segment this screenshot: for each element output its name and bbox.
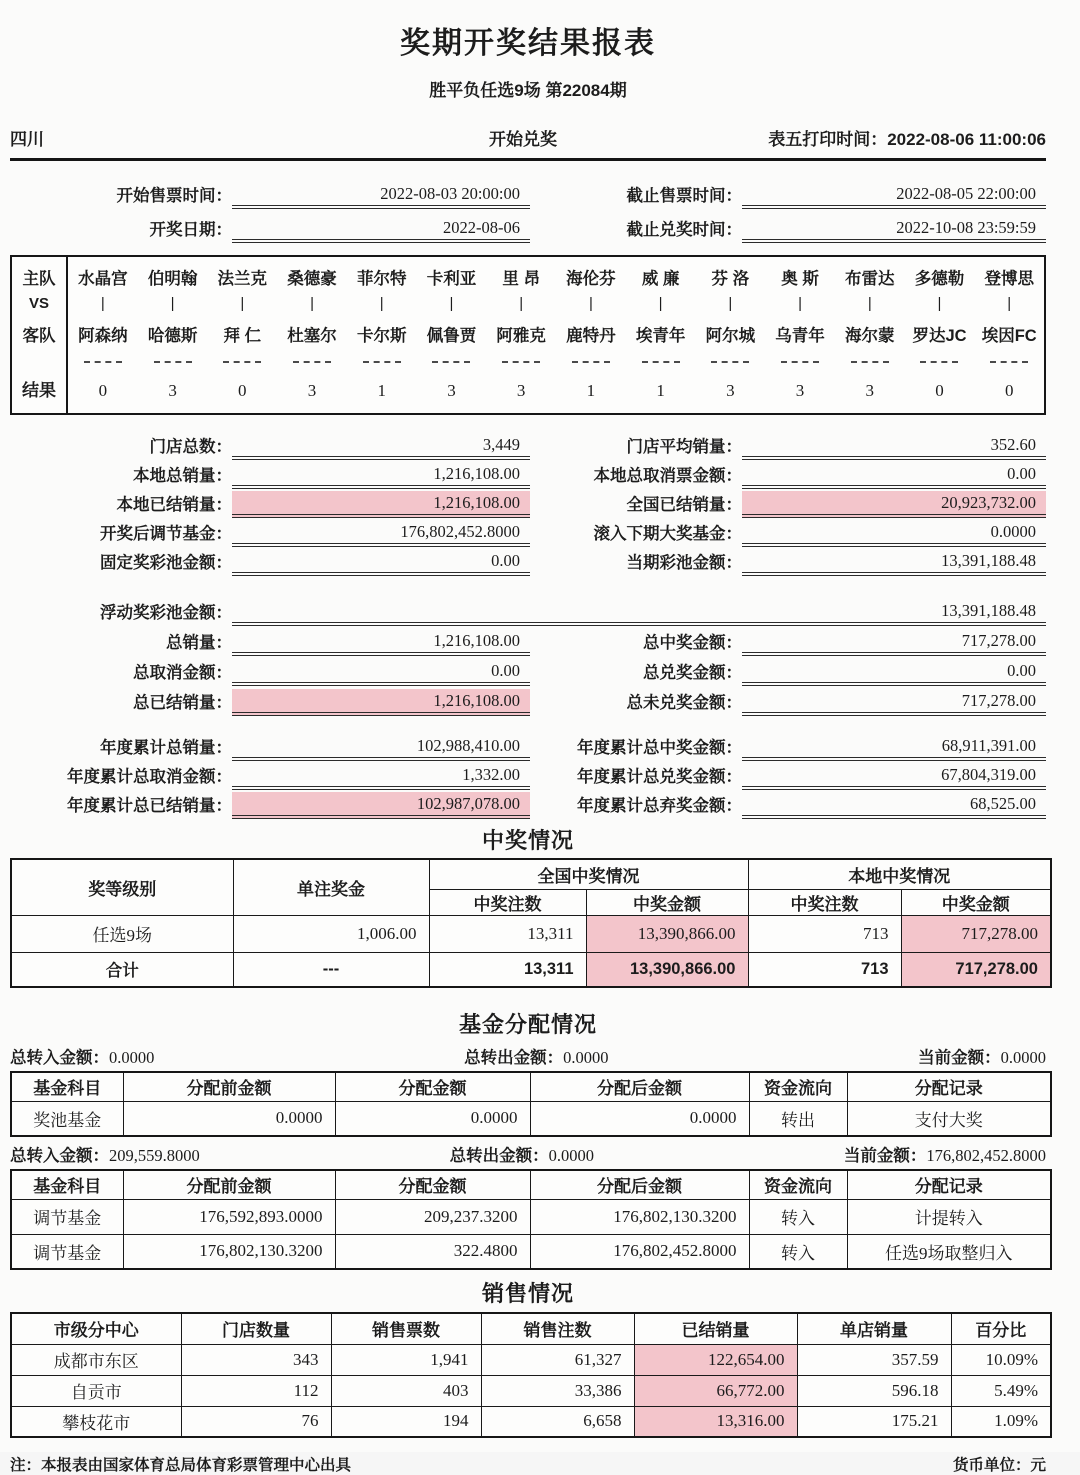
draw-status: 开始兑奖: [489, 130, 557, 149]
col-header: 资金流向: [749, 1072, 847, 1101]
match-result: 3: [865, 381, 875, 400]
vs-bar: |: [937, 295, 942, 312]
fund-subject: 奖池基金: [11, 1101, 123, 1136]
fund-table-adjustment: [10, 1169, 1052, 1270]
col-header: 分配金额: [335, 1072, 530, 1101]
col-header: 分配金额: [335, 1170, 530, 1199]
match-result: 3: [307, 381, 317, 400]
home-team: 布雷达: [845, 270, 895, 288]
away-team: 阿森纳: [78, 327, 128, 345]
home-team: 菲尔特: [356, 270, 407, 288]
match-result: 0: [1004, 381, 1014, 400]
flow-direction: 转入: [749, 1234, 847, 1269]
stat-label: 本地总销量：: [133, 467, 232, 485]
separator-dashes: [711, 352, 749, 371]
amount-before: 0.0000: [123, 1101, 335, 1136]
footer-note: 注：本报表由国家体育总局体育彩票管理中心出具: [10, 1457, 352, 1474]
matches-row-headers: [12, 257, 68, 413]
allocation-record: 支付大奖: [847, 1101, 1051, 1136]
stat-label: 滚入下期大奖基金：: [593, 525, 742, 543]
col-header: 分配前金额: [123, 1170, 335, 1199]
fund-summary-row: [10, 1044, 1046, 1068]
settled-sales: 122,654.00: [634, 1344, 797, 1375]
stat-label: 固定奖彩池金额：: [100, 554, 232, 572]
vs-bar: |: [658, 295, 663, 312]
fund-in-value: 209,559.8000: [109, 1146, 200, 1165]
store-count: 112: [181, 1375, 331, 1406]
sales-section-heading: 销售情况: [481, 1281, 574, 1306]
match-column: [417, 257, 487, 413]
stat-value: 352.60: [742, 433, 1046, 460]
fund-current-value: 176,802,452.8000: [926, 1146, 1046, 1165]
stat-value: 0.00: [742, 462, 1046, 489]
away-team: 海尔蒙: [845, 327, 895, 345]
fund-in-label: 总转入金额：: [10, 1147, 109, 1165]
stat-label: 年度累计总取消金额：: [67, 768, 232, 786]
prize-level: 合计: [11, 952, 233, 987]
match-column: [905, 257, 975, 413]
stat-label: 年度累计总弃奖金额：: [577, 797, 742, 815]
fund-out-label: 总转出金额：: [464, 1049, 564, 1067]
stat-value: 13,391,188.48: [232, 599, 1046, 626]
col-header-unit-prize: 单注奖金: [233, 859, 429, 915]
col-header: 基金科目: [11, 1072, 123, 1101]
home-row-header: 主队: [22, 270, 56, 288]
col-header-national: 全国中奖情况: [429, 859, 748, 889]
stat-value: 1,332.00: [232, 763, 530, 790]
col-header: 市级分中心: [11, 1313, 181, 1344]
report-footer: [10, 1453, 1046, 1475]
match-column: [486, 257, 556, 413]
stat-label: 总已结销量：: [133, 694, 232, 712]
stat-label: 总销量：: [166, 634, 232, 652]
col-header: 百分比: [951, 1313, 1051, 1344]
allocation-record: 任选9场取整归入: [847, 1234, 1051, 1269]
stat-value: 102,988,410.00: [232, 734, 530, 761]
away-team: 埃因FC: [981, 327, 1037, 345]
sales-row: [11, 1406, 1051, 1437]
currency-unit: 货币单位：元: [952, 1457, 1046, 1474]
match-column: [695, 257, 765, 413]
match-column: [626, 257, 696, 413]
col-header: 分配后金额: [530, 1072, 749, 1101]
col-header-local: 本地中奖情况: [748, 859, 1051, 889]
stat-label: 总兑奖金额：: [643, 664, 742, 682]
away-team: 杜塞尔: [287, 327, 337, 345]
sale-start-label: 开始售票时间：: [116, 187, 232, 205]
stat-value: 1,216,108.00: [232, 629, 530, 656]
home-team: 水晶宫: [78, 270, 128, 288]
home-team: 卡利亚: [426, 270, 477, 288]
col-header: 门店数量: [181, 1313, 331, 1344]
allocation-record: 计提转入: [847, 1199, 1051, 1234]
stat-label: 当期彩池金额：: [626, 554, 742, 572]
stat-label: 门店平均销量：: [626, 438, 742, 456]
funds-section-heading: 基金分配情况: [458, 1012, 597, 1037]
stat-label: 总未兑奖金额：: [626, 694, 742, 712]
fund-subject: 调节基金: [11, 1234, 123, 1269]
away-team: 哈德斯: [147, 327, 198, 345]
stat-value: 176,802,452.8000: [232, 520, 530, 547]
stat-value-highlighted: 20,923,732.00: [742, 491, 1046, 518]
sales-row: [11, 1375, 1051, 1406]
separator-dashes: [851, 352, 889, 371]
match-column: [207, 257, 277, 413]
vs-bar: |: [867, 295, 872, 312]
home-team: 登博思: [984, 270, 1034, 288]
vs-row-header: VS: [28, 295, 49, 312]
col-header-amount: 中奖金额: [901, 889, 1051, 915]
match-result: 0: [935, 381, 944, 400]
amount-allocated: 209,237.3200: [335, 1199, 530, 1234]
match-result: 3: [516, 381, 526, 400]
amount-before: 176,802,130.3200: [123, 1234, 335, 1269]
tickets-sold: 403: [331, 1375, 481, 1406]
match-result: 3: [795, 381, 805, 400]
fund-table-pool: [10, 1071, 1052, 1137]
cash-deadline-label: 截止兑奖时间：: [626, 221, 742, 239]
col-header: 分配记录: [847, 1072, 1051, 1101]
home-team: 桑德豪: [287, 270, 337, 288]
col-header: 分配后金额: [530, 1170, 749, 1199]
amount-before: 176,592,893.0000: [123, 1199, 335, 1234]
home-team: 芬 洛: [711, 270, 750, 288]
bets-sold: 61,327: [481, 1344, 634, 1375]
region-label: 四川: [10, 130, 44, 149]
separator-dashes: [781, 352, 819, 371]
sale-times-section: [10, 175, 1046, 243]
match-result: 0: [238, 381, 247, 400]
away-team: 卡尔斯: [356, 327, 407, 345]
settled-sales: 66,772.00: [634, 1375, 797, 1406]
store-count: 343: [181, 1344, 331, 1375]
local-stats-section: [10, 431, 1046, 576]
match-result: 0: [98, 381, 108, 400]
fund-row: [11, 1101, 1051, 1136]
percentage: 10.09%: [951, 1344, 1051, 1375]
local-count: 713: [748, 952, 901, 987]
prize-level: 任选9场: [11, 915, 233, 952]
col-header: 基金科目: [11, 1170, 123, 1199]
match-column: [974, 257, 1044, 413]
bets-sold: 6,658: [481, 1406, 634, 1437]
home-team: 威 廉: [641, 270, 680, 288]
stat-label: 年度累计总兑奖金额：: [577, 768, 742, 786]
stat-label: 本地已结销量：: [116, 496, 232, 514]
winning-table: [10, 858, 1052, 988]
match-column: [765, 257, 835, 413]
fund-current-label: 当前金额：: [843, 1147, 927, 1165]
vs-bar: |: [310, 295, 314, 312]
result-row-header: 结果: [22, 381, 56, 400]
page-title: 奖期开奖结果报表: [400, 27, 656, 60]
stat-value: 13,391,188.48: [742, 549, 1046, 576]
vs-bar: |: [588, 295, 593, 312]
separator-dashes: [502, 352, 540, 371]
match-result: 3: [168, 381, 177, 400]
col-header: 销售票数: [331, 1313, 481, 1344]
match-result: 3: [447, 381, 456, 400]
separator-dashes: [572, 352, 610, 371]
home-team: 伯明翰: [147, 270, 198, 288]
vs-bar: |: [798, 295, 802, 312]
stat-label: 年度累计总中奖金额：: [577, 739, 742, 757]
separator-dashes: [84, 352, 122, 371]
national-count: 13,311: [429, 952, 586, 987]
print-time: 表五打印时间：2022-08-06 11:00:06: [768, 130, 1046, 149]
page-subtitle: 胜平负任选9场 第22084期: [429, 81, 627, 100]
flow-direction: 转入: [749, 1199, 847, 1234]
flow-direction: 转出: [749, 1101, 847, 1136]
national-amount: 13,390,866.00: [586, 952, 748, 987]
vs-bar: |: [240, 295, 245, 312]
totals-section: [10, 594, 1046, 716]
col-header: 单店销量: [797, 1313, 951, 1344]
draw-date-label: 开奖日期：: [149, 221, 232, 239]
winning-section-heading: 中奖情况: [481, 828, 574, 853]
stat-label: 年度累计总销量：: [100, 739, 232, 757]
stat-value: 68,525.00: [742, 792, 1046, 819]
home-team: 多德勒: [914, 270, 965, 288]
stat-label: 总取消金额：: [133, 664, 232, 682]
national-amount: 13,390,866.00: [586, 915, 748, 952]
match-result: 1: [377, 381, 386, 400]
national-count: 13,311: [429, 915, 586, 952]
col-header: 已结销量: [634, 1313, 797, 1344]
stat-value: 717,278.00: [742, 689, 1046, 716]
away-team: 拜 仁: [223, 327, 262, 345]
tickets-sold: 194: [331, 1406, 481, 1437]
sales-row: [11, 1344, 1051, 1375]
separator-dashes: [990, 352, 1028, 371]
col-header-count: 中奖注数: [748, 889, 901, 915]
matches-table: [10, 255, 1046, 415]
separator-dashes: [642, 352, 680, 371]
fund-out-value: 0.0000: [548, 1146, 594, 1165]
match-result: 1: [656, 381, 665, 400]
stat-label: 开奖后调节基金：: [100, 525, 232, 543]
winning-total-row: [11, 952, 1051, 987]
separator-dashes: [920, 352, 958, 371]
away-team: 阿尔城: [705, 327, 756, 345]
col-header-count: 中奖注数: [429, 889, 586, 915]
local-count: 713: [748, 915, 901, 952]
vs-bar: |: [728, 295, 733, 312]
stat-value: 0.00: [742, 659, 1046, 686]
match-result: 1: [586, 381, 596, 400]
separator-dashes: [432, 352, 470, 371]
branch-name: 成都市东区: [11, 1344, 181, 1375]
fund-out-value: 0.0000: [563, 1048, 609, 1067]
winning-row: [11, 915, 1051, 952]
separator-dashes: [223, 352, 261, 371]
branch-name: 攀枝花市: [11, 1406, 181, 1437]
separator-dashes: [293, 352, 331, 371]
home-team: 奥 斯: [781, 270, 819, 288]
fund-current-value: 0.0000: [1000, 1048, 1046, 1067]
match-column: [835, 257, 905, 413]
home-team: 海伦芬: [566, 270, 616, 288]
away-team: 乌青年: [775, 327, 825, 345]
stat-label: 本地总取消票金额：: [593, 467, 742, 485]
local-amount: 717,278.00: [901, 915, 1051, 952]
annual-stats-section: [10, 732, 1046, 819]
vs-bar: |: [449, 295, 454, 312]
home-team: 法兰克: [217, 270, 268, 288]
settled-sales: 13,316.00: [634, 1406, 797, 1437]
stat-value: 0.00: [232, 659, 530, 686]
per-store-sales: 596.18: [797, 1375, 951, 1406]
sale-end-value: 2022-08-05 22:00:00: [742, 182, 1046, 209]
match-column: [277, 257, 347, 413]
local-amount: 717,278.00: [901, 952, 1051, 987]
home-team: 里 昂: [502, 270, 540, 288]
stat-value: 0.0000: [742, 520, 1046, 547]
separator-dashes: [363, 352, 401, 371]
fund-row: [11, 1199, 1051, 1234]
per-store-sales: 175.21: [797, 1406, 951, 1437]
match-column: [138, 257, 208, 413]
fund-current-label: 当前金额：: [918, 1049, 1001, 1067]
away-team: 佩鲁贾: [426, 327, 477, 345]
vs-bar: |: [1007, 295, 1012, 312]
vs-bar: |: [379, 295, 384, 312]
fund-out-label: 总转出金额：: [449, 1147, 549, 1165]
stat-value: 717,278.00: [742, 629, 1046, 656]
away-team: 罗达JC: [912, 327, 967, 345]
col-header: 销售注数: [481, 1313, 634, 1344]
draw-date-value: 2022-08-06: [232, 216, 530, 243]
fund-row: [11, 1234, 1051, 1269]
fund-in-value: 0.0000: [109, 1048, 155, 1067]
sale-end-label: 截止售票时间：: [626, 187, 742, 205]
stat-label: 门店总数：: [149, 438, 232, 456]
fund-subject: 调节基金: [11, 1199, 123, 1234]
stat-value: 3,449: [232, 433, 530, 460]
stat-label: 总中奖金额：: [643, 634, 742, 652]
branch-name: 自贡市: [11, 1375, 181, 1406]
away-team: 鹿特丹: [566, 327, 616, 345]
stat-value-highlighted: 1,216,108.00: [232, 689, 530, 716]
stat-label: 年度累计总已结销量：: [67, 797, 232, 815]
report-meta-row: [10, 125, 1046, 161]
match-result: 3: [726, 381, 735, 400]
col-header-amount: 中奖金额: [586, 889, 748, 915]
fund-summary-row: [10, 1142, 1046, 1166]
unit-prize: ---: [233, 952, 429, 987]
match-column: [347, 257, 417, 413]
separator-dashes: [154, 352, 192, 371]
vs-bar: |: [170, 295, 175, 312]
away-team: 埃青年: [635, 327, 686, 345]
time-row: [10, 175, 1046, 209]
amount-after: 0.0000: [530, 1101, 749, 1136]
tickets-sold: 1,941: [331, 1344, 481, 1375]
amount-after: 176,802,130.3200: [530, 1199, 749, 1234]
stat-label: 全国已结销量：: [626, 496, 742, 514]
sales-table: [10, 1312, 1052, 1438]
sale-start-value: 2022-08-03 20:00:00: [232, 182, 530, 209]
vs-bar: |: [100, 295, 105, 312]
stat-value-highlighted: 102,987,078.00: [232, 792, 530, 819]
percentage: 1.09%: [951, 1406, 1051, 1437]
col-header: 资金流向: [749, 1170, 847, 1199]
time-row: [10, 209, 1046, 243]
per-store-sales: 357.59: [797, 1344, 951, 1375]
away-team: 阿雅克: [496, 327, 546, 345]
store-count: 76: [181, 1406, 331, 1437]
match-column: [556, 257, 626, 413]
stat-label: 浮动奖彩池金额：: [100, 604, 232, 622]
cash-deadline-value: 2022-10-08 23:59:59: [742, 216, 1046, 243]
stat-value-highlighted: 1,216,108.00: [232, 491, 530, 518]
vs-bar: |: [519, 295, 524, 312]
stat-value: 68,911,391.00: [742, 734, 1046, 761]
away-row-header: 客队: [22, 327, 56, 345]
col-header: 分配前金额: [123, 1072, 335, 1101]
match-column: [68, 257, 138, 413]
amount-allocated: 0.0000: [335, 1101, 530, 1136]
bets-sold: 33,386: [481, 1375, 634, 1406]
amount-allocated: 322.4800: [335, 1234, 530, 1269]
amount-after: 176,802,452.8000: [530, 1234, 749, 1269]
unit-prize: 1,006.00: [233, 915, 429, 952]
percentage: 5.49%: [951, 1375, 1051, 1406]
col-header-level: 奖等级别: [11, 859, 233, 915]
stat-value: 1,216,108.00: [232, 462, 530, 489]
stat-value: 0.00: [232, 549, 530, 576]
fund-in-label: 总转入金额：: [10, 1049, 109, 1067]
stat-value: 67,804,319.00: [742, 763, 1046, 790]
col-header: 分配记录: [847, 1170, 1051, 1199]
